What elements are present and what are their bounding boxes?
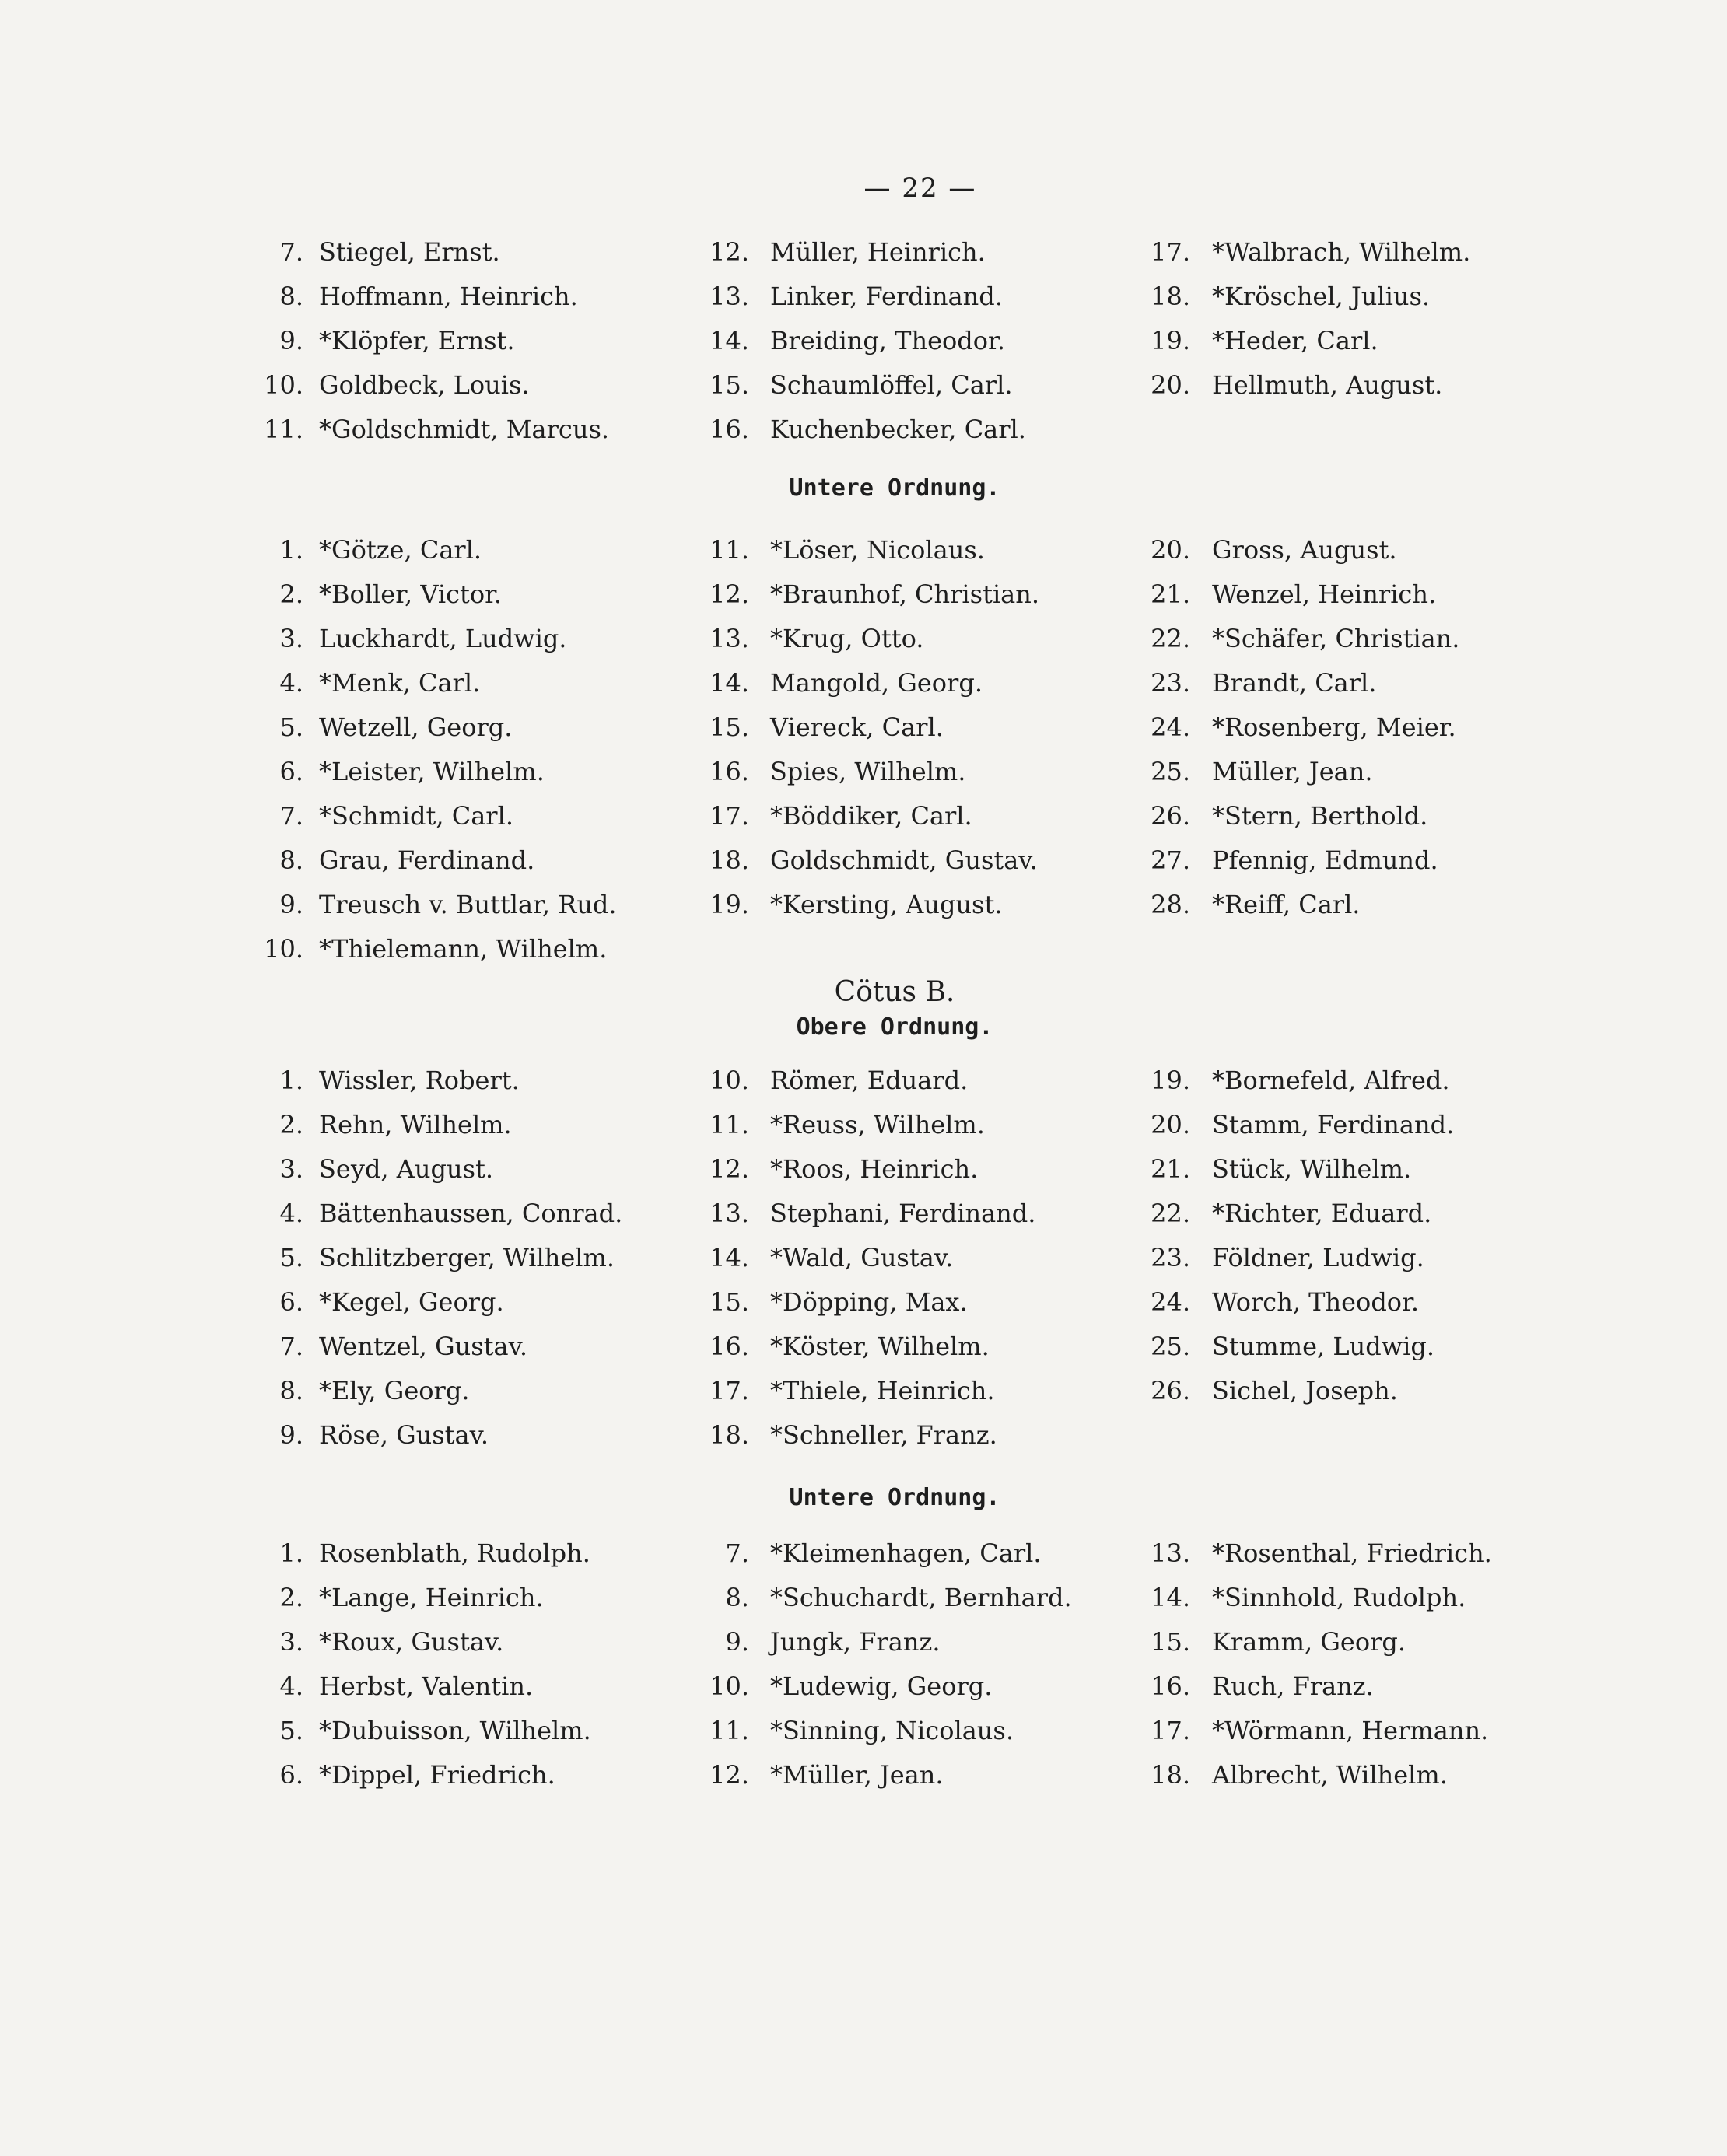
entry-number: 15. <box>709 370 749 400</box>
entry-number: 14. <box>1151 1583 1190 1612</box>
student-name: *Wald, Gustav. <box>770 1243 954 1272</box>
list-item <box>0 282 1727 326</box>
student-name: *Ludewig, Georg. <box>770 1671 993 1701</box>
entry-number: 9. <box>725 1627 749 1657</box>
entry-number: 11. <box>709 1110 749 1139</box>
entry-number: 18. <box>709 845 749 875</box>
student-name: *Reuss, Wilhelm. <box>770 1110 985 1139</box>
list-item <box>0 1627 1727 1671</box>
student-name: Stamm, Ferdinand. <box>1212 1110 1455 1139</box>
student-name: *Götze, Carl. <box>319 535 482 565</box>
entry-number: 4. <box>279 1199 303 1228</box>
entry-number: 6. <box>279 1760 303 1790</box>
student-name: Schlitzberger, Wilhelm. <box>319 1243 615 1272</box>
student-name: *Sinnhold, Rudolph. <box>1212 1583 1466 1612</box>
student-name: Stück, Wilhelm. <box>1212 1154 1412 1184</box>
student-name: Gross, August. <box>1212 535 1397 565</box>
student-name: Kuchenbecker, Carl. <box>770 415 1026 444</box>
student-name: Albrecht, Wilhelm. <box>1212 1760 1448 1790</box>
student-name: Rehn, Wilhelm. <box>319 1110 512 1139</box>
student-name: Goldschmidt, Gustav. <box>770 845 1038 875</box>
entry-number: 22. <box>1151 1199 1190 1228</box>
entry-number: 20. <box>1151 1110 1190 1139</box>
list-item <box>0 1110 1727 1154</box>
entry-number: 3. <box>279 624 303 653</box>
student-name: *Schmidt, Carl. <box>319 801 513 831</box>
list-item <box>0 1671 1727 1716</box>
student-name: Breiding, Theodor. <box>770 326 1005 355</box>
student-name: *Thiele, Heinrich. <box>770 1376 995 1405</box>
student-name: *Schneller, Franz. <box>770 1420 997 1450</box>
entry-number: 23. <box>1151 668 1190 698</box>
entry-number: 3. <box>279 1154 303 1184</box>
student-name: Treusch v. Buttlar, Rud. <box>319 890 617 919</box>
entry-number: 19. <box>1151 1066 1190 1095</box>
student-name: *Bornefeld, Alfred. <box>1212 1066 1450 1095</box>
entry-number: 21. <box>1151 1154 1190 1184</box>
list-item <box>0 1538 1727 1583</box>
student-name: Grau, Ferdinand. <box>319 845 535 875</box>
student-name: Römer, Eduard. <box>770 1066 969 1095</box>
student-name: *Braunhof, Christian. <box>770 579 1040 609</box>
student-name: *Menk, Carl. <box>319 668 481 698</box>
list-item <box>0 668 1727 712</box>
student-name: *Ely, Georg. <box>319 1376 470 1405</box>
student-name: *Walbrach, Wilhelm. <box>1212 237 1471 267</box>
student-name: *Kegel, Georg. <box>319 1287 504 1317</box>
entry-number: 5. <box>279 1243 303 1272</box>
student-name: Földner, Ludwig. <box>1212 1243 1424 1272</box>
entry-number: 11. <box>709 535 749 565</box>
list-item <box>0 1376 1727 1420</box>
entry-number: 13. <box>709 1199 749 1228</box>
entry-number: 16. <box>1151 1671 1190 1701</box>
entry-number: 1. <box>279 535 303 565</box>
student-name: Pfennig, Edmund. <box>1212 845 1438 875</box>
student-name: Röse, Gustav. <box>319 1420 489 1450</box>
entry-number: 1. <box>279 1066 303 1095</box>
student-name: Wentzel, Gustav. <box>319 1332 528 1361</box>
student-name: Wenzel, Heinrich. <box>1212 579 1437 609</box>
student-name: Rosenblath, Rudolph. <box>319 1538 590 1568</box>
entry-number: 22. <box>1151 624 1190 653</box>
student-name: *Goldschmidt, Marcus. <box>319 415 610 444</box>
entry-number: 7. <box>279 1332 303 1361</box>
student-name: Stumme, Ludwig. <box>1212 1332 1434 1361</box>
entry-number: 19. <box>1151 326 1190 355</box>
list-item <box>0 712 1727 757</box>
list-item <box>0 415 1727 459</box>
entry-number: 20. <box>1151 370 1190 400</box>
entry-number: 16. <box>709 757 749 786</box>
student-name: *Müller, Jean. <box>770 1760 944 1790</box>
entry-number: 7. <box>279 237 303 267</box>
entry-number: 9. <box>279 890 303 919</box>
page-number: — 22 — <box>864 173 977 204</box>
list-item <box>0 237 1727 282</box>
entry-number: 17. <box>709 1376 749 1405</box>
entry-number: 25. <box>1151 1332 1190 1361</box>
entry-number: 6. <box>279 757 303 786</box>
entry-number: 10. <box>709 1066 749 1095</box>
entry-number: 9. <box>279 1420 303 1450</box>
student-name: Hoffmann, Heinrich. <box>319 282 578 311</box>
entry-number: 8. <box>279 1376 303 1405</box>
entry-number: 5. <box>279 1716 303 1745</box>
entry-number: 6. <box>279 1287 303 1317</box>
entry-number: 16. <box>709 415 749 444</box>
section-heading-untere-ordnung: Untere Ordnung. <box>789 474 1000 502</box>
student-name: *Wörmann, Hermann. <box>1212 1716 1489 1745</box>
entry-number: 2. <box>279 1110 303 1139</box>
entry-number: 7. <box>279 801 303 831</box>
student-name: *Lange, Heinrich. <box>319 1583 544 1612</box>
entry-number: 28. <box>1151 890 1190 919</box>
list-item <box>0 1066 1727 1110</box>
student-name: *Döpping, Max. <box>770 1287 968 1317</box>
list-item <box>0 326 1727 370</box>
student-name: Goldbeck, Louis. <box>319 370 530 400</box>
student-name: *Leister, Wilhelm. <box>319 757 545 786</box>
student-name: Wetzell, Georg. <box>319 712 513 742</box>
entry-number: 14. <box>709 668 749 698</box>
entry-number: 5. <box>279 712 303 742</box>
entry-number: 8. <box>279 282 303 311</box>
entry-number: 26. <box>1151 1376 1190 1405</box>
section-heading-obere-ordnung: Obere Ordnung. <box>796 1013 993 1041</box>
entry-number: 12. <box>709 1760 749 1790</box>
entry-number: 2. <box>279 579 303 609</box>
student-name: Schaumlöffel, Carl. <box>770 370 1013 400</box>
entry-number: 4. <box>279 668 303 698</box>
student-name: *Roux, Gustav. <box>319 1627 504 1657</box>
entry-number: 2. <box>279 1583 303 1612</box>
entry-number: 7. <box>725 1538 749 1568</box>
list-item <box>0 1332 1727 1376</box>
entry-number: 17. <box>1151 237 1190 267</box>
list-item <box>0 1420 1727 1465</box>
entry-number: 15. <box>709 1287 749 1317</box>
student-name: *Richter, Eduard. <box>1212 1199 1432 1228</box>
entry-number: 26. <box>1151 801 1190 831</box>
student-name: *Kröschel, Julius. <box>1212 282 1431 311</box>
student-name: *Löser, Nicolaus. <box>770 535 985 565</box>
entry-number: 23. <box>1151 1243 1190 1272</box>
list-item <box>0 624 1727 668</box>
list-item <box>0 1760 1727 1804</box>
student-name: *Thielemann, Wilhelm. <box>319 934 608 964</box>
entry-number: 18. <box>1151 1760 1190 1790</box>
list-item <box>0 535 1727 579</box>
entry-number: 24. <box>1151 1287 1190 1317</box>
student-name: *Roos, Heinrich. <box>770 1154 979 1184</box>
entry-number: 21. <box>1151 579 1190 609</box>
entry-number: 10. <box>264 934 303 964</box>
student-name: Viereck, Carl. <box>770 712 944 742</box>
student-name: *Köster, Wilhelm. <box>770 1332 990 1361</box>
entry-number: 1. <box>279 1538 303 1568</box>
list-item <box>0 370 1727 415</box>
student-name: Mangold, Georg. <box>770 668 983 698</box>
student-name: *Krug, Otto. <box>770 624 924 653</box>
student-name: *Dubuisson, Wilhelm. <box>319 1716 591 1745</box>
student-name: Spies, Wilhelm. <box>770 757 966 786</box>
student-name: Müller, Jean. <box>1212 757 1373 786</box>
student-name: *Heder, Carl. <box>1212 326 1378 355</box>
entry-number: 12. <box>709 237 749 267</box>
list-item <box>0 934 1727 978</box>
list-item <box>0 579 1727 624</box>
student-name: Ruch, Franz. <box>1212 1671 1374 1701</box>
list-item <box>0 1243 1727 1287</box>
entry-number: 14. <box>709 326 749 355</box>
entry-number: 16. <box>709 1332 749 1361</box>
section-heading-untere-ordnung-2: Untere Ordnung. <box>789 1484 1000 1511</box>
student-name: Seyd, August. <box>319 1154 494 1184</box>
list-item <box>0 1199 1727 1243</box>
entry-number: 17. <box>1151 1716 1190 1745</box>
entry-number: 18. <box>1151 282 1190 311</box>
list-item <box>0 801 1727 845</box>
student-name: Hellmuth, August. <box>1212 370 1443 400</box>
list-item <box>0 1583 1727 1627</box>
list-item <box>0 845 1727 890</box>
entry-number: 3. <box>279 1627 303 1657</box>
student-name: *Rosenthal, Friedrich. <box>1212 1538 1492 1568</box>
entry-number: 13. <box>1151 1538 1190 1568</box>
student-name: *Böddiker, Carl. <box>770 801 972 831</box>
student-name: Kramm, Georg. <box>1212 1627 1406 1657</box>
student-name: Stiegel, Ernst. <box>319 237 500 267</box>
student-name: *Sinning, Nicolaus. <box>770 1716 1014 1745</box>
entry-number: 20. <box>1151 535 1190 565</box>
entry-number: 19. <box>709 890 749 919</box>
entry-number: 8. <box>279 845 303 875</box>
entry-number: 17. <box>709 801 749 831</box>
student-name: Worch, Theodor. <box>1212 1287 1420 1317</box>
list-item <box>0 1716 1727 1760</box>
student-name: *Rosenberg, Meier. <box>1212 712 1456 742</box>
entry-number: 15. <box>709 712 749 742</box>
entry-number: 13. <box>709 624 749 653</box>
student-name: Linker, Ferdinand. <box>770 282 1003 311</box>
student-name: Stephani, Ferdinand. <box>770 1199 1036 1228</box>
entry-number: 14. <box>709 1243 749 1272</box>
student-name: *Reiff, Carl. <box>1212 890 1361 919</box>
student-name: *Klöpfer, Ernst. <box>319 326 515 355</box>
student-name: Herbst, Valentin. <box>319 1671 534 1701</box>
entry-number: 25. <box>1151 757 1190 786</box>
student-name: Wissler, Robert. <box>319 1066 520 1095</box>
list-item <box>0 757 1727 801</box>
entry-number: 11. <box>709 1716 749 1745</box>
entry-number: 13. <box>709 282 749 311</box>
student-name: Jungk, Franz. <box>770 1627 941 1657</box>
entry-number: 10. <box>709 1671 749 1701</box>
entry-number: 27. <box>1151 845 1190 875</box>
student-name: *Kleimenhagen, Carl. <box>770 1538 1042 1568</box>
student-name: Luckhardt, Ludwig. <box>319 624 567 653</box>
entry-number: 4. <box>279 1671 303 1701</box>
entry-number: 9. <box>279 326 303 355</box>
entry-number: 15. <box>1151 1627 1190 1657</box>
student-name: *Stern, Berthold. <box>1212 801 1428 831</box>
entry-number: 10. <box>264 370 303 400</box>
entry-number: 12. <box>709 1154 749 1184</box>
entry-number: 18. <box>709 1420 749 1450</box>
student-name: *Kersting, August. <box>770 890 1003 919</box>
list-item <box>0 1287 1727 1332</box>
student-name: *Dippel, Friedrich. <box>319 1760 555 1790</box>
student-name: *Schuchardt, Bernhard. <box>770 1583 1072 1612</box>
student-name: Brandt, Carl. <box>1212 668 1377 698</box>
entry-number: 11. <box>264 415 303 444</box>
entry-number: 24. <box>1151 712 1190 742</box>
entry-number: 12. <box>709 579 749 609</box>
section-heading-cotus-b: Cötus B. <box>834 976 955 1008</box>
student-name: Sichel, Joseph. <box>1212 1376 1398 1405</box>
list-item <box>0 1154 1727 1199</box>
student-name: *Schäfer, Christian. <box>1212 624 1460 653</box>
student-name: Müller, Heinrich. <box>770 237 986 267</box>
entry-number: 8. <box>725 1583 749 1612</box>
student-name: *Boller, Victor. <box>319 579 503 609</box>
list-item <box>0 890 1727 934</box>
student-name: Bättenhaussen, Conrad. <box>319 1199 623 1228</box>
